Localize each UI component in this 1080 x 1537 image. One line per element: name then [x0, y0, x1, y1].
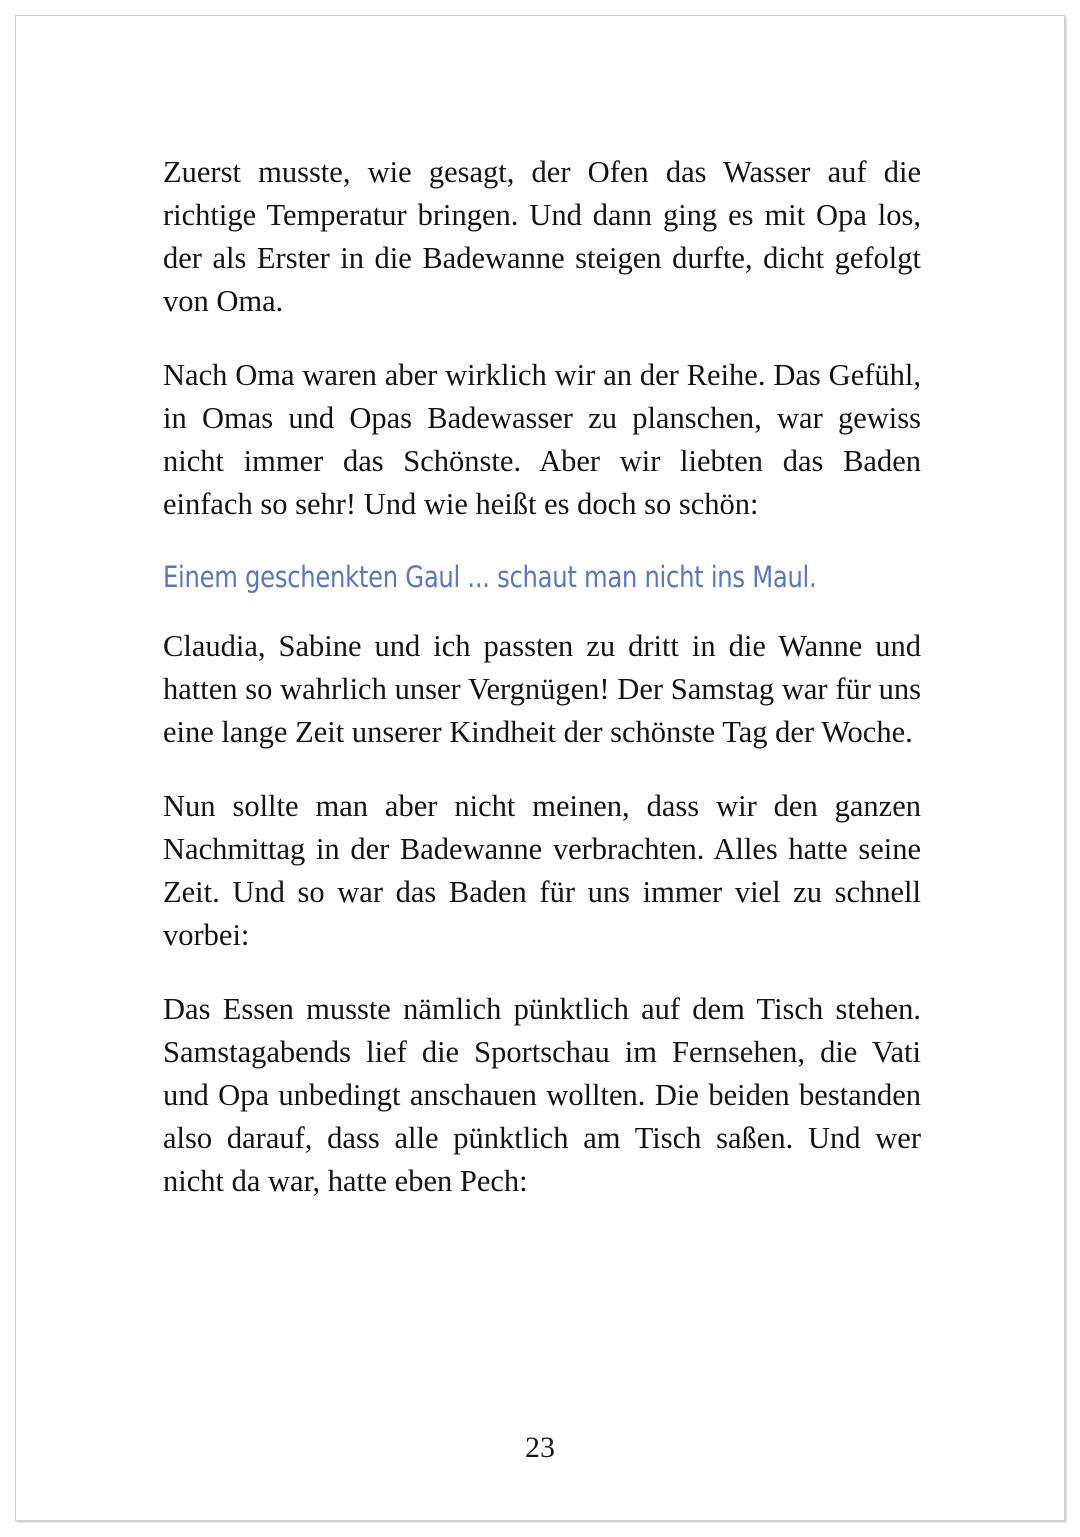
page-text-column	[163, 151, 921, 1203]
paragraph-5: Das Essen musste nämlich pünktlich auf dem Tisch stehen. Samstagabends lief die Sportschau im Fernsehen, die Vati und Opa unbedingt anschauen wollten. Die beiden bestanden also darauf, dass alle pünktlich am Tisch saßen. Und wer nicht da war, hatte eben Pech:	[163, 992, 921, 1198]
book-page	[15, 15, 1065, 1521]
page-number: 23	[525, 1431, 555, 1464]
paragraph-2: Nach Oma waren aber wirklich wir an der Reihe. Das Gefühl, in Omas und Opas Badewasser zu planschen, war gewiss nicht immer das Schönste. Aber wir liebten das Baden einfach so sehr! Und wie heißt es doch so schön:	[163, 358, 921, 521]
paragraph-4: Nun sollte man aber nicht meinen, dass wir den ganzen Nachmittag in der Badewanne verbrachten. Alles hatte seine Zeit. Und so war das Baden für uns immer viel zu schnell vorbei:	[163, 789, 921, 952]
paragraph-1: Zuerst musste, wie gesagt, der Ofen das Wasser auf die richtige Temperatur bringen. Und dann ging es mit Opa los, der als Erster in die Badewanne steigen durfte, dicht gefolgt von Oma.	[163, 155, 921, 318]
proverb-quote: Einem geschenkten Gaul ... schaut man nicht ins Maul.	[163, 560, 817, 594]
paragraph-3: Claudia, Sabine und ich passten zu dritt in die Wanne und hatten so wahrlich unser Vergnügen! Der Samstag war für uns eine lange Zeit unserer Kindheit der schönste Tag der Woche.	[163, 629, 921, 749]
